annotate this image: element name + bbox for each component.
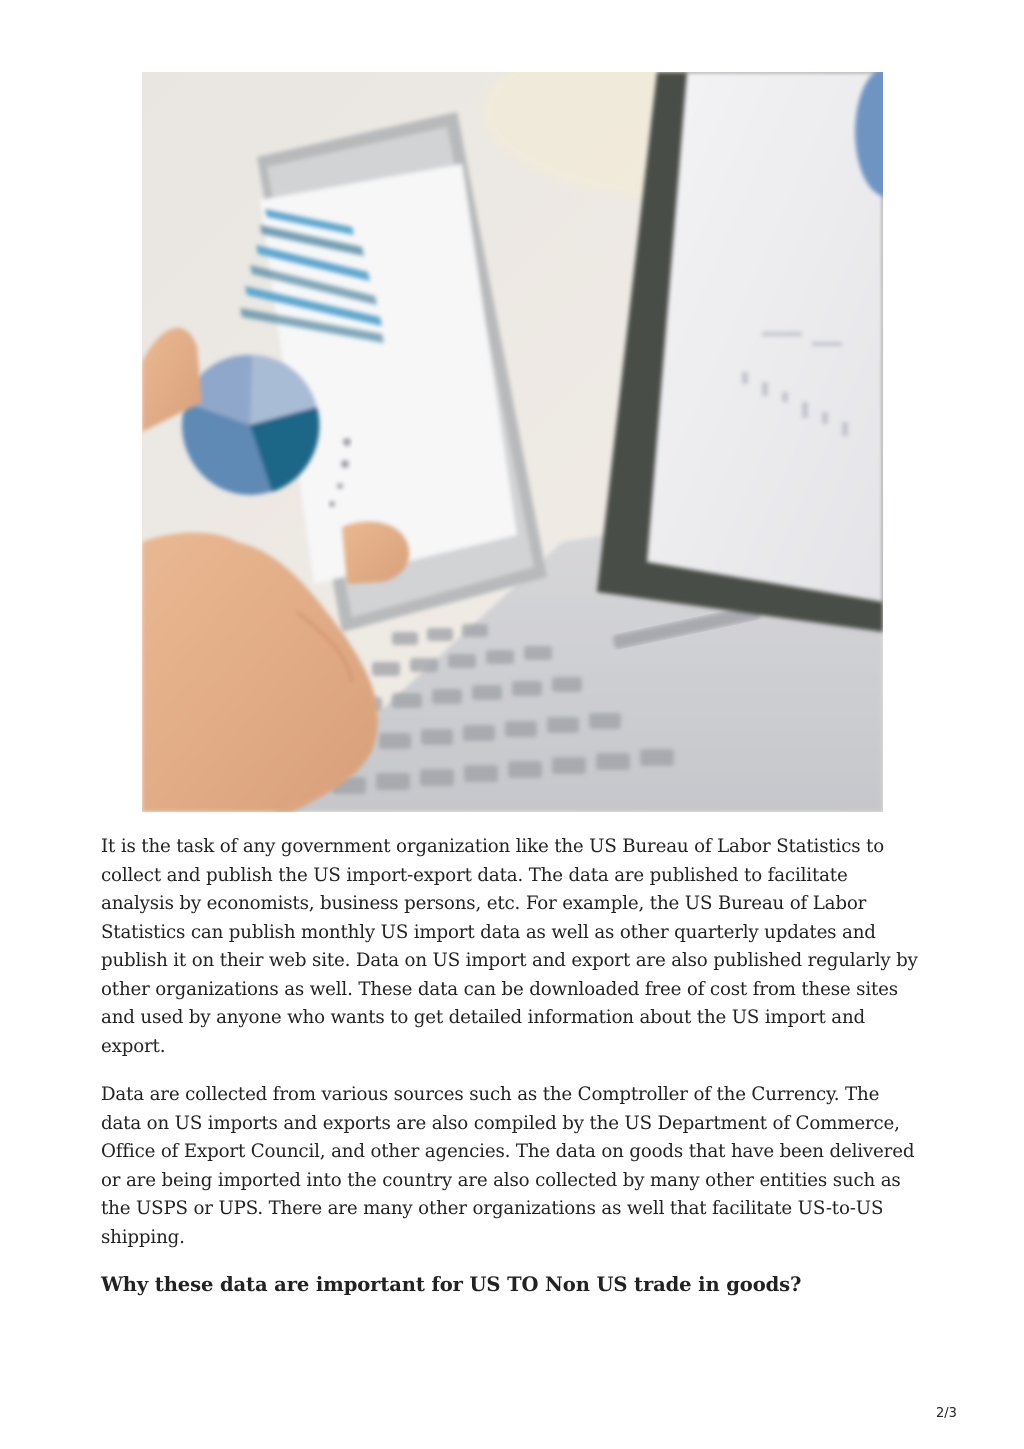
article-photo (142, 72, 883, 812)
question-heading: Why these data are important for US TO Non US trade in goods? (101, 1273, 802, 1296)
body-paragraph-1: It is the task of any government organization like the US Bureau of Labor Statistics to collect and publish the US import-export data. The data are published to facilitate analysis by economists, business persons, etc. For example, the US Bureau of Labor Statistics can publish monthly US import data as well as other quarterly updates and publish it on their web site. Data on US import and export are also published regularly by other organizations as well. These data can be downloaded free of cost from these sites and used by anyone who wants to get detailed information about the US import and export. (101, 836, 918, 1057)
body-paragraph-2: Data are collected from various sources such as the Comptroller of the Currency. The data on US imports and exports are also compiled by the US Department of Commerce, Office of Export Council, and other agencies. The data on goods that have been delivered or are being imported into the country are also collected by many other entities such as the USPS or UPS. There are many other organizations as well that facilitate US-to-US shipping. (101, 1084, 915, 1248)
page-number: 2/3 (936, 1406, 957, 1421)
